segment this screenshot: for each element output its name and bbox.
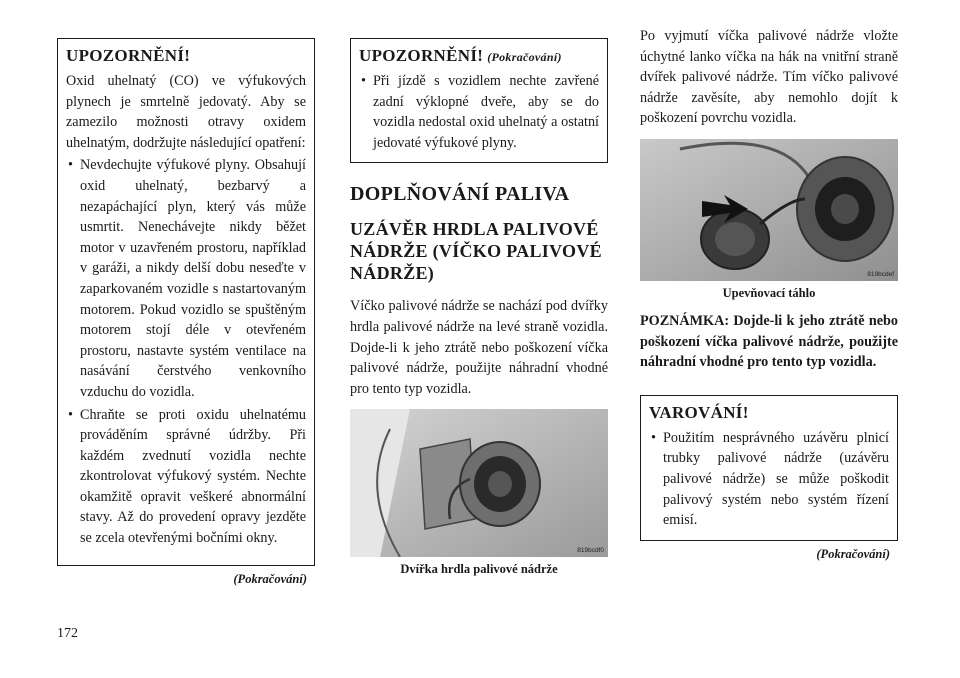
body-paragraph: Po vyjmutí víčka palivové nádrže vložte úchytné lanko víčka na hák na vnitřní straně dvířek palivové nádrže. Tím víčko palivové nádrže zavěsíte, aby nemohlo dojít k poškození povrchu vozidla.: [640, 28, 898, 127]
caution-title: VAROVÁNÍ!: [649, 402, 749, 422]
warning-bullet: • Při jízdě s vozidlem nechte zavřené zadní výklopné dveře, aby se do vozidla nedostal oxid uhelnatý a ostatní jedovaté výfukové plyny.: [359, 71, 599, 153]
subsection-title: UZÁVĚR HRDLA PALIVOVÉ NÁDRŽE (VÍČKO PALIVOVÉ NÁDRŽE): [350, 219, 602, 284]
warning-bullet: • Chraňte se proti oxidu uhelnatému prováděním správné údržby. Při každém zvednutí vozidla nechte zkontrolovat výfukový systém. Nechte okamžitě opravit veškeré abnormální stavy. Až do provedení opravy jezděte se zcela otevřenými bočními okny.: [66, 405, 306, 549]
page-number: 172: [57, 626, 78, 641]
column-right: [640, 26, 898, 562]
continued-note: (Pokračování): [816, 546, 890, 561]
warning-box: [57, 38, 315, 566]
warning-list: [359, 71, 599, 153]
photo-caption: Upevňovací táhlo: [722, 285, 816, 300]
photo-code: 819bcdf0: [577, 547, 604, 555]
warning-intro: Oxid uhelnatý (CO) ve výfukových plynech je smrtelně jedovatý. Aby se zamezilo možnosti otravy oxidem uhelnatým, dodržujte následující opatření:: [66, 73, 306, 151]
note-paragraph: POZNÁMKA: Dojde-li k jeho ztrátě nebo poškození víčka palivové nádrže, použijte náhradní vhodné pro tento typ vozidla.: [640, 312, 898, 371]
photo-code: 819bcdef: [867, 270, 894, 278]
section-title: DOPLŇOVÁNÍ PALIVA: [350, 183, 570, 206]
warning-box-continued: [350, 38, 608, 163]
warning-title-text: UPOZORNĚNÍ!: [359, 46, 484, 65]
column-middle: [350, 38, 608, 577]
warning-title: [359, 46, 599, 66]
warning-list: [66, 155, 306, 548]
caution-bullet: • Použitím nesprávného uzávěru plnicí trubky palivové nádrže (uzávěru palivové nádrže) se může poškodit palivový systém nebo systém řízení emisí.: [649, 428, 889, 531]
fuel-door-photo: [350, 409, 608, 557]
caution-list: [649, 428, 889, 531]
column-left: [57, 38, 315, 587]
warning-title: UPOZORNĚNÍ!: [66, 46, 191, 65]
continued-note: (Pokračování): [233, 572, 307, 586]
body-paragraph: Víčko palivové nádrže se nachází pod dvířky hrdla palivové nádrže na levé straně vozidla. Dojde-li k jeho ztrátě nebo poškození víčka palivové nádrže, použijte náhradní vhodné pro tento typ vozidla.: [350, 298, 608, 397]
warning-continued-label: (Pokračování): [487, 50, 562, 64]
caution-box: [640, 395, 898, 541]
warning-bullet: • Nevdechujte výfukové plyny. Obsahují oxid uhelnatý, bezbarvý a nezapáchající plyn, který vás může usmrtit. Nenechávejte nikdy běžet motor v uzavřeném prostoru, například v garáži, a nikdy delší dobu neseďte v zaparkovaném vozidle s nastartovaným motorem. Pokud vozidlo se spuštěným motorem stojí déle v otevřeném prostoru, nastavte systém ventilace na nasávání čerstvého venkovního vzduchu do vozidla.: [66, 155, 306, 402]
photo-caption: Dvířka hrdla palivové nádrže: [400, 562, 558, 577]
fuel-cap-tether-photo: [640, 139, 898, 281]
